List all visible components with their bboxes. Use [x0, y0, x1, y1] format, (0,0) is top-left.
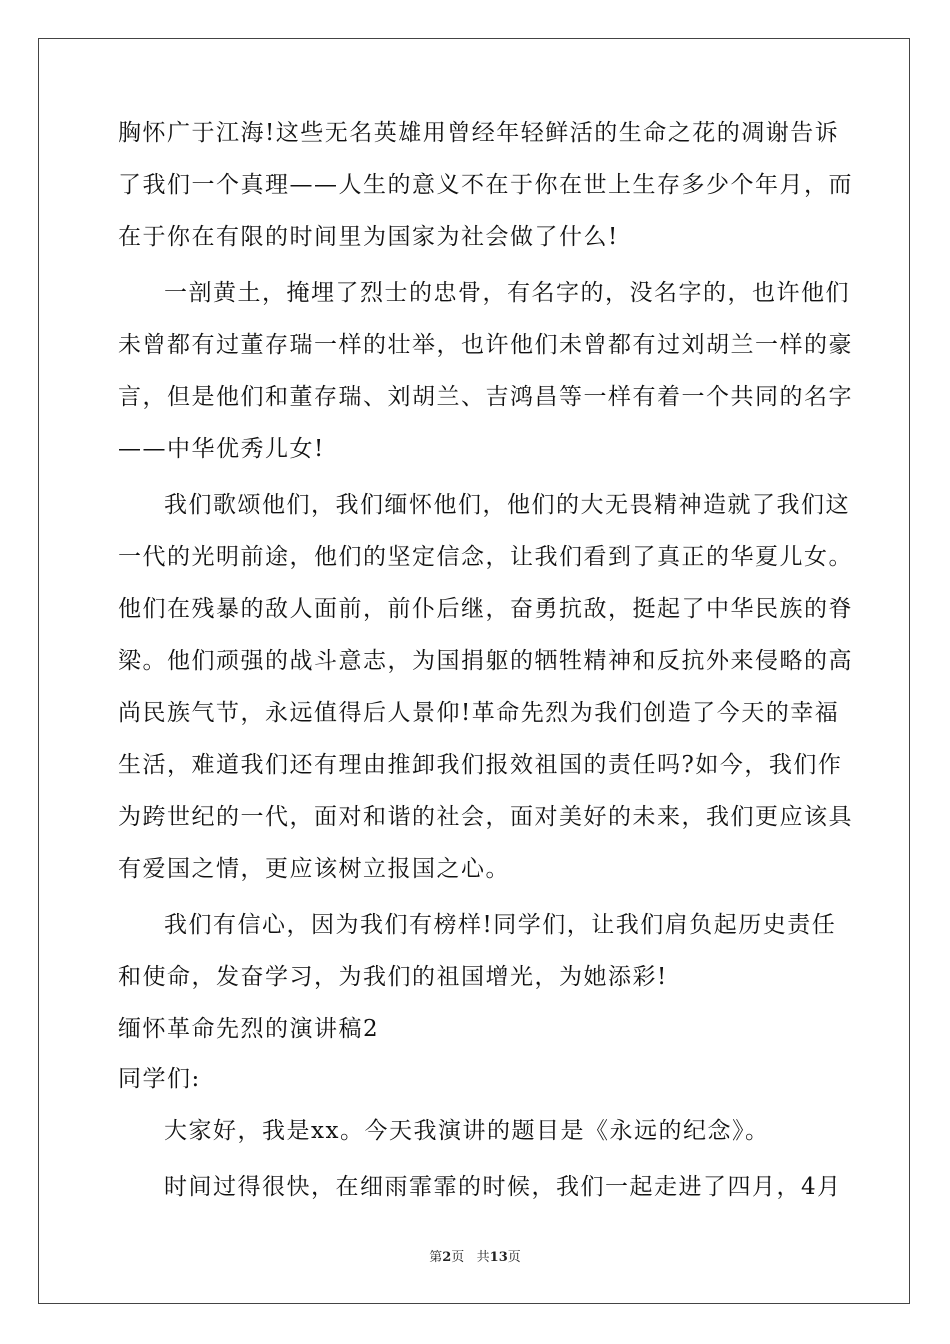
text-line: 未曾都有过董存瑞一样的壮举，也许他们未曾都有过刘胡兰一样的豪 [118, 332, 853, 358]
text-line: 了我们一个真理——人生的意义不在于你在世上生存多少个年月，而 [118, 172, 853, 198]
text-line: 有爱国之情，更应该树立报国之心。 [118, 856, 510, 882]
text-line: 胸怀广于江海!这些无名英雄用曾经年轻鲜活的生命之花的凋谢告诉 [118, 120, 840, 146]
paragraph-first-line: 我们有信心，因为我们有榜样!同学们，让我们肩负起历史责任 [164, 912, 837, 938]
text-line: 尚民族气节，永远值得后人景仰!革命先烈为我们创造了今天的幸福 [118, 700, 840, 726]
text-line: ——中华优秀儿女! [118, 436, 325, 462]
page-footer [0, 1246, 950, 1265]
text-line: 言，但是他们和董存瑞、刘胡兰、吉鸿昌等一样有着一个共同的名字 [118, 384, 853, 410]
total-pages-number: 13 [489, 1250, 508, 1265]
footer-mid: 页 共 [451, 1250, 490, 1265]
salutation: 同学们: [118, 1066, 201, 1092]
paragraph-first-line: 时间过得很快，在细雨霏霏的时候，我们一起走进了四月，4月 [164, 1174, 842, 1200]
current-page-number: 2 [442, 1250, 452, 1265]
text-line: 和使命，发奋学习，为我们的祖国增光，为她添彩! [118, 964, 668, 990]
paragraph-first-line: 我们歌颂他们，我们缅怀他们，他们的大无畏精神造就了我们这 [164, 492, 850, 518]
text-line: 生活，难道我们还有理由推卸我们报效祖国的责任吗?如今，我们作 [118, 752, 843, 778]
text-line: 在于你在有限的时间里为国家为社会做了什么! [118, 224, 619, 250]
text-line: 为跨世纪的一代，面对和谐的社会，面对美好的未来，我们更应该具 [118, 804, 853, 830]
footer-suffix: 页 [507, 1250, 521, 1265]
text-line: 他们在残暴的敌人面前，前仆后继，奋勇抗敌，挺起了中华民族的脊 [118, 596, 853, 622]
paragraph-first-line: 一剖黄土，掩埋了烈士的忠骨，有名字的，没名字的，也许他们 [164, 280, 850, 306]
text-line: 一代的光明前途，他们的坚定信念，让我们看到了真正的华夏儿女。 [118, 544, 853, 570]
section-title: 缅怀革命先烈的演讲稿2 [118, 1016, 380, 1042]
footer-prefix: 第 [429, 1250, 443, 1265]
text-line: 梁。他们顽强的战斗意志，为国捐躯的牺牲精神和反抗外来侵略的高 [118, 648, 853, 674]
paragraph-first-line: 大家好，我是xx。今天我演讲的题目是《永远的纪念》。 [164, 1118, 770, 1144]
